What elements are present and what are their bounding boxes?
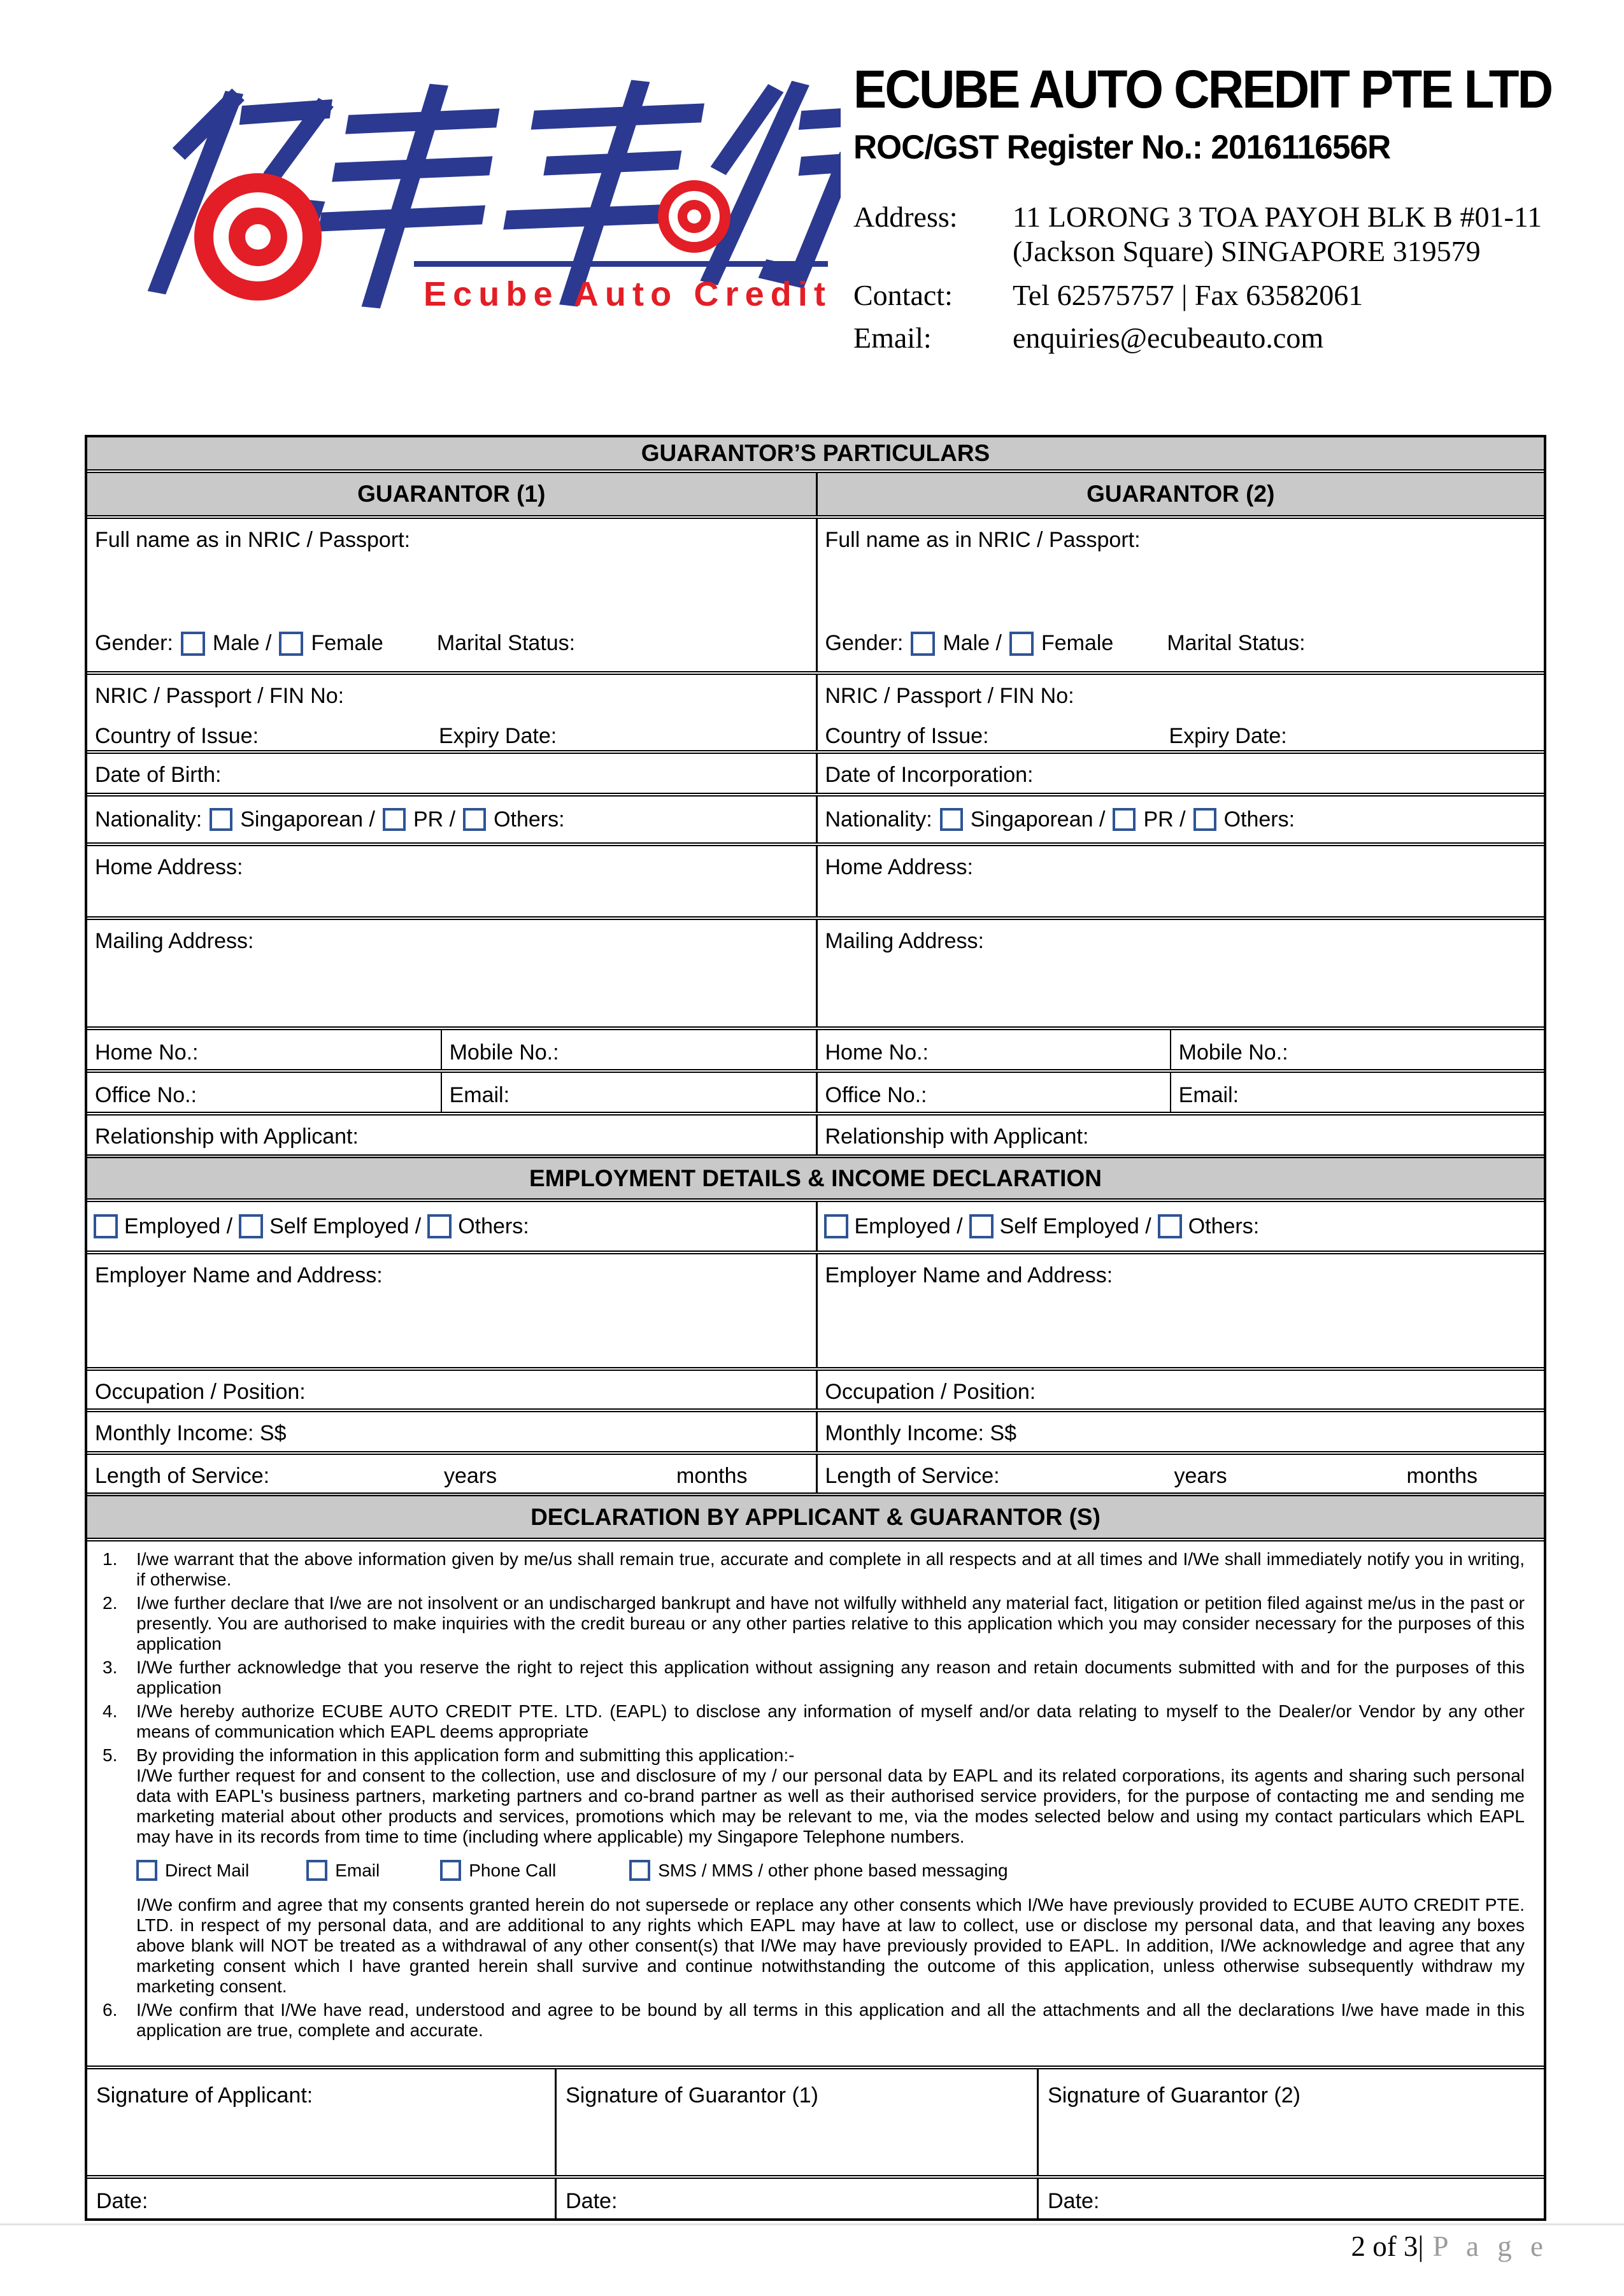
checkbox-g1-employment-others[interactable]	[427, 1214, 452, 1238]
email-value: enquiries@ecubeauto.com	[1013, 321, 1324, 354]
g1-relationship-cell[interactable]	[87, 1116, 816, 1154]
g1-employment-type-cell	[87, 1202, 816, 1251]
g1-relationship-label: Relationship with Applicant:	[95, 1124, 359, 1149]
g1-income-cell[interactable]	[87, 1412, 816, 1451]
company-reg-no: ROC/GST Register No.: 201611656R	[853, 129, 1391, 166]
checkbox-sms[interactable]	[629, 1860, 650, 1881]
g2-full-name-cell[interactable]	[816, 519, 1544, 671]
row-full-name	[87, 515, 1544, 671]
date-applicant-cell[interactable]	[87, 2179, 555, 2218]
g1-occupation-label: Occupation / Position:	[95, 1380, 306, 1404]
signature-applicant-label: Signature of Applicant:	[96, 2083, 313, 2108]
item-5-body: I/We further request for and consent to the collection, use and disclosure of my / our personal data by EAPL and its related corporations, its agents and sharing such personal data with EAPL's business partners, marketing partners and co-brand partner as well as their authorised service providers, for the purpose of contacting me and sending me marketing material about other products and services, promotions which may be relevant to me, via the modes selected below and using my contact particulars which EAPL may have in its records from time to time (including where applicable) my Singapore Telephone numbers.	[136, 1766, 1525, 1846]
row-office-email	[87, 1069, 1544, 1112]
g2-los-cell[interactable]	[816, 1455, 1544, 1492]
checkbox-phone-call[interactable]	[440, 1860, 461, 1881]
checkbox-g1-nationality-others[interactable]	[463, 808, 486, 831]
declaration-item-4	[94, 1701, 1525, 1742]
g1-occupation-cell[interactable]	[87, 1371, 816, 1408]
company-name: ECUBE AUTO CREDIT PTE LTD	[853, 59, 1552, 119]
company-contact-details	[853, 200, 1567, 355]
checkbox-g2-male[interactable]	[911, 632, 935, 656]
g2-employer-label: Employer Name and Address:	[825, 1263, 1113, 1287]
date-applicant-label: Date:	[96, 2189, 148, 2213]
item-2-number: 2.	[103, 1593, 118, 1613]
g1-home-address-label: Home Address:	[95, 855, 243, 879]
g2-income-label: Monthly Income: S$	[825, 1421, 1016, 1445]
g2-employed-label: Employed /	[854, 1214, 963, 1238]
g2-gender-label: Gender:	[825, 631, 904, 655]
checkbox-direct-mail[interactable]	[136, 1860, 157, 1881]
g2-nric-label: NRIC / Passport / FIN No:	[825, 684, 1074, 708]
item-5-intro: By providing the information in this application form and submitting this application:-	[136, 1745, 795, 1765]
g1-los-label: Length of Service:	[95, 1464, 270, 1488]
signature-guarantor2-cell[interactable]	[1037, 2069, 1544, 2175]
g2-relationship-label: Relationship with Applicant:	[825, 1124, 1089, 1149]
item-4-text: I/We hereby authorize ECUBE AUTO CREDIT PTE. LTD. (EAPL) to disclose any information of myself and/or data relating to myself to the Dealer/or Vendor by any other means of communication which EAPL deems appropriate	[136, 1701, 1525, 1741]
g2-issue-expiry-line	[825, 724, 1537, 749]
row-monthly-income	[87, 1408, 1544, 1451]
checkbox-g2-nationality-others[interactable]	[1193, 808, 1216, 831]
checkbox-g2-singaporean[interactable]	[940, 808, 963, 831]
row-nric	[87, 671, 1544, 750]
item-6-number: 6.	[103, 2000, 118, 2020]
email-row	[853, 321, 1567, 355]
g1-nric-cell[interactable]	[87, 675, 816, 750]
g2-doi-cell[interactable]	[816, 754, 1544, 793]
g1-dob-label: Date of Birth:	[95, 763, 222, 787]
item-1-text: I/we warrant that the above information given by me/us shall remain true, accurate and complete in all respects and at all times and I/We shall immediately notify you in writing, if otherwise.	[136, 1549, 1525, 1589]
checkbox-g1-male[interactable]	[181, 632, 205, 656]
row-date-of-birth	[87, 750, 1544, 793]
g1-employer-label: Employer Name and Address:	[95, 1263, 383, 1287]
g1-female-label: Female	[311, 631, 383, 655]
checkbox-g1-pr[interactable]	[383, 808, 406, 831]
checkbox-g2-female[interactable]	[1009, 632, 1034, 656]
g2-occupation-cell[interactable]	[816, 1371, 1544, 1408]
section-header-declaration: DECLARATION BY APPLICANT & GUARANTOR (S)	[87, 1492, 1544, 1538]
g1-country-of-issue-label: Country of Issue:	[95, 724, 259, 748]
g1-mobile-no-cell[interactable]: Mobile No.:	[441, 1030, 816, 1069]
item-1-number: 1.	[103, 1549, 118, 1569]
g2-los-label: Length of Service:	[825, 1464, 1000, 1488]
section-header-employment: EMPLOYMENT DETAILS & INCOME DECLARATION	[87, 1154, 1544, 1198]
g1-mailing-address-label: Mailing Address:	[95, 929, 254, 953]
g1-home-no-cell[interactable]: Home No.:	[95, 1040, 199, 1065]
g1-mailing-address-cell[interactable]	[87, 920, 816, 1026]
g1-self-employed-label: Self Employed /	[269, 1214, 422, 1238]
g2-expiry-date-label: Expiry Date:	[1169, 724, 1287, 748]
row-mailing-address	[87, 916, 1544, 1026]
checkbox-g2-self-employed[interactable]	[969, 1214, 994, 1238]
g2-doi-label: Date of Incorporation:	[825, 763, 1034, 787]
g2-home-address-label: Home Address:	[825, 855, 973, 879]
row-home-address	[87, 842, 1544, 916]
company-logo	[108, 64, 841, 318]
consent-email	[306, 1860, 380, 1881]
date-guarantor2-cell[interactable]	[1037, 2179, 1544, 2218]
g1-nationality-label: Nationality:	[95, 807, 203, 832]
g1-male-label: Male /	[212, 631, 272, 655]
consent-phone-call	[440, 1860, 556, 1881]
date-guarantor1-cell[interactable]	[555, 2179, 1037, 2218]
row-employer	[87, 1251, 1544, 1367]
company-info-block	[853, 59, 1567, 364]
item-5-number: 5.	[103, 1745, 118, 1765]
g2-singaporean-label: Singaporean /	[970, 807, 1106, 832]
row-relationship	[87, 1112, 1544, 1154]
address-row	[853, 200, 1567, 269]
page-word-label: P a g e	[1432, 2230, 1549, 2262]
address-label: Address:	[853, 201, 958, 233]
consent-sms	[629, 1860, 1008, 1881]
checkbox-g2-pr[interactable]	[1113, 808, 1136, 831]
section-header-guarantors-particulars: GUARANTOR’S PARTICULARS	[87, 437, 1544, 469]
g1-pr-label: PR /	[413, 807, 456, 832]
signature-guarantor1-cell[interactable]	[555, 2069, 1037, 2175]
g2-relationship-cell[interactable]	[816, 1116, 1544, 1154]
declaration-item-6	[94, 2000, 1525, 2041]
declaration-item-5	[94, 1745, 1525, 1997]
g1-los-cell[interactable]	[87, 1455, 816, 1492]
g1-months-label: months	[676, 1464, 748, 1488]
declaration-item-3	[94, 1657, 1525, 1698]
g1-nationality-cell	[87, 797, 816, 842]
row-dates	[87, 2175, 1544, 2218]
g1-income-label: Monthly Income: S$	[95, 1421, 287, 1445]
logo-bullseye-small	[658, 180, 730, 253]
g2-pr-label: PR /	[1143, 807, 1186, 832]
g2-office-no-cell[interactable]: Office No.:	[825, 1083, 927, 1107]
g2-mailing-address-cell[interactable]	[816, 920, 1544, 1026]
row-signatures	[87, 2066, 1544, 2175]
row-employment-type	[87, 1198, 1544, 1251]
checkbox-g1-employed[interactable]	[94, 1214, 118, 1238]
g2-nationality-label: Nationality:	[825, 807, 932, 832]
logo-subtitle: Ecube Auto Credit	[424, 275, 828, 313]
consent-confirm-paragraph: I/We confirm and agree that my consents granted herein do not supersede or replace any other consents which I/We have previously provided to ECUBE AUTO CREDIT PTE. LTD. in respect of my personal data, and are additional to any rights which EAPL may have at law to collect, use or disclose my personal data, and that leaving any boxes above blank will NOT be treated as a withdrawal of any other consent(s) that I/We may have previously provided to EAPL. In addition, I/We acknowledge and agree that any marketing consent which I have granted herein shall survive and continue notwithstanding the outcome of this application, unless otherwise subsequently withdraw my marketing consent.	[136, 1895, 1525, 1996]
consent-options-row	[136, 1860, 1525, 1881]
g1-others-label: Others:	[494, 807, 565, 832]
item-6-text: I/We confirm that I/We have read, understood and agree to be bound by all terms in this application and all the attachments and all the declarations I/we have made in this application are true, complete and accurate.	[136, 2000, 1525, 2040]
declaration-item-1	[94, 1549, 1525, 1590]
g2-marital-status-label: Marital Status:	[1167, 631, 1306, 655]
g2-self-employed-label: Self Employed /	[999, 1214, 1151, 1238]
logo-graphic	[108, 64, 841, 318]
g2-male-label: Male /	[943, 631, 1002, 655]
signature-guarantor1-label: Signature of Guarantor (1)	[566, 2083, 819, 2108]
g2-nric-cell[interactable]	[816, 675, 1544, 750]
g2-employment-others-label: Others:	[1188, 1214, 1260, 1238]
logo-underline	[414, 261, 828, 267]
g1-full-name-cell[interactable]	[87, 519, 816, 671]
checkbox-email[interactable]	[306, 1860, 327, 1881]
g2-employer-cell[interactable]	[816, 1254, 1544, 1367]
signature-guarantor2-label: Signature of Guarantor (2)	[1048, 2083, 1300, 2108]
declaration-body	[87, 1538, 1544, 2066]
g2-employment-type-cell	[816, 1202, 1544, 1251]
contact-row	[853, 278, 1567, 312]
guarantor-column-headers	[87, 469, 1544, 515]
g2-country-of-issue-label: Country of Issue:	[825, 724, 989, 748]
email-label: Email:	[853, 321, 932, 354]
g2-female-label: Female	[1041, 631, 1114, 655]
declaration-item-2	[94, 1593, 1525, 1654]
g2-months-label: months	[1406, 1464, 1478, 1488]
checkbox-g2-employment-others[interactable]	[1158, 1214, 1182, 1238]
contact-label: Contact:	[853, 278, 953, 311]
g1-employer-cell[interactable]	[87, 1254, 816, 1367]
g1-employed-label: Employed /	[124, 1214, 233, 1238]
g2-nationality-cell	[816, 797, 1544, 842]
row-occupation	[87, 1367, 1544, 1408]
g1-years-label: years	[444, 1464, 497, 1488]
page-count-label: 2 of 3|	[1351, 2230, 1424, 2262]
item-5-content	[136, 1745, 1525, 1997]
email-option-label: Email	[335, 1860, 380, 1880]
checkbox-g2-employed[interactable]	[824, 1214, 848, 1238]
item-3-number: 3.	[103, 1657, 118, 1677]
g2-gender-line	[825, 631, 1537, 656]
g1-phones	[87, 1030, 816, 1069]
g2-phones	[816, 1030, 1544, 1069]
footer-divider	[0, 2223, 1624, 2225]
guarantor-form-table	[85, 435, 1546, 2221]
g1-home-address-cell[interactable]	[87, 846, 816, 916]
address-line-1: 11 LORONG 3 TOA PAYOH BLK B #01-11	[1013, 201, 1542, 233]
signature-applicant-cell[interactable]	[87, 2069, 555, 2175]
g2-full-name-label: Full name as in NRIC / Passport:	[825, 528, 1141, 552]
direct-mail-label: Direct Mail	[165, 1860, 250, 1880]
g2-mailing-address-label: Mailing Address:	[825, 929, 984, 953]
g2-occupation-label: Occupation / Position:	[825, 1380, 1036, 1404]
g2-home-no-cell[interactable]: Home No.:	[825, 1040, 929, 1065]
logo-bullseye-large	[194, 173, 322, 301]
item-4-number: 4.	[103, 1701, 118, 1721]
checkbox-g1-female[interactable]	[279, 632, 303, 656]
g1-issue-expiry-line	[95, 724, 808, 749]
item-3-text: I/We further acknowledge that you reserve the right to reject this application without assigning any reason and retain documents submitted with and for the purposes of this application	[136, 1657, 1525, 1697]
checkbox-g1-self-employed[interactable]	[239, 1214, 263, 1238]
checkbox-g1-singaporean[interactable]	[210, 808, 232, 831]
row-length-of-service	[87, 1451, 1544, 1492]
g1-full-name-label: Full name as in NRIC / Passport:	[95, 528, 411, 552]
g2-income-cell[interactable]	[816, 1412, 1544, 1451]
page-number	[1351, 2230, 1549, 2263]
sms-label: SMS / MMS / other phone based messaging	[658, 1860, 1008, 1880]
g1-singaporean-label: Singaporean /	[240, 807, 375, 832]
date-guarantor1-label: Date:	[566, 2189, 618, 2213]
address-line-2: (Jackson Square) SINGAPORE 319579	[1013, 235, 1481, 268]
g2-email-cell[interactable]: Email:	[1170, 1073, 1544, 1112]
g2-mobile-no-cell[interactable]: Mobile No.:	[1170, 1030, 1544, 1069]
g1-office-email	[87, 1073, 816, 1112]
g2-office-email	[816, 1073, 1544, 1112]
item-2-text: I/we further declare that I/we are not insolvent or an undischarged bankrupt and have not wilfully withheld any material fact, litigation or petition filed against me/us in the past or presently. You are authorised to make inquiries with the credit bureau or any other parties relative to this application which you may consider necessary for the purposes of this application	[136, 1593, 1525, 1654]
g1-dob-cell[interactable]	[87, 754, 816, 793]
row-nationality	[87, 793, 1544, 842]
g1-gender-label: Gender:	[95, 631, 173, 655]
g1-office-no-cell[interactable]: Office No.:	[95, 1083, 197, 1107]
consent-direct-mail	[136, 1860, 249, 1881]
g1-marital-status-label: Marital Status:	[436, 631, 576, 655]
guarantor2-header: GUARANTOR (2)	[816, 473, 1544, 515]
g1-email-cell[interactable]: Email:	[441, 1073, 816, 1112]
guarantor1-header: GUARANTOR (1)	[87, 473, 816, 515]
g1-gender-line	[95, 631, 808, 656]
g1-employment-others-label: Others:	[458, 1214, 529, 1238]
g1-expiry-date-label: Expiry Date:	[439, 724, 557, 748]
address-value	[1013, 200, 1542, 269]
contact-value: Tel 62575757 | Fax 63582061	[1013, 278, 1364, 311]
g2-years-label: years	[1174, 1464, 1227, 1488]
row-home-mobile	[87, 1026, 1544, 1069]
g1-nric-label: NRIC / Passport / FIN No:	[95, 684, 345, 708]
g2-others-label: Others:	[1223, 807, 1295, 832]
date-guarantor2-label: Date:	[1048, 2189, 1100, 2213]
phone-call-label: Phone Call	[469, 1860, 557, 1880]
g2-home-address-cell[interactable]	[816, 846, 1544, 916]
